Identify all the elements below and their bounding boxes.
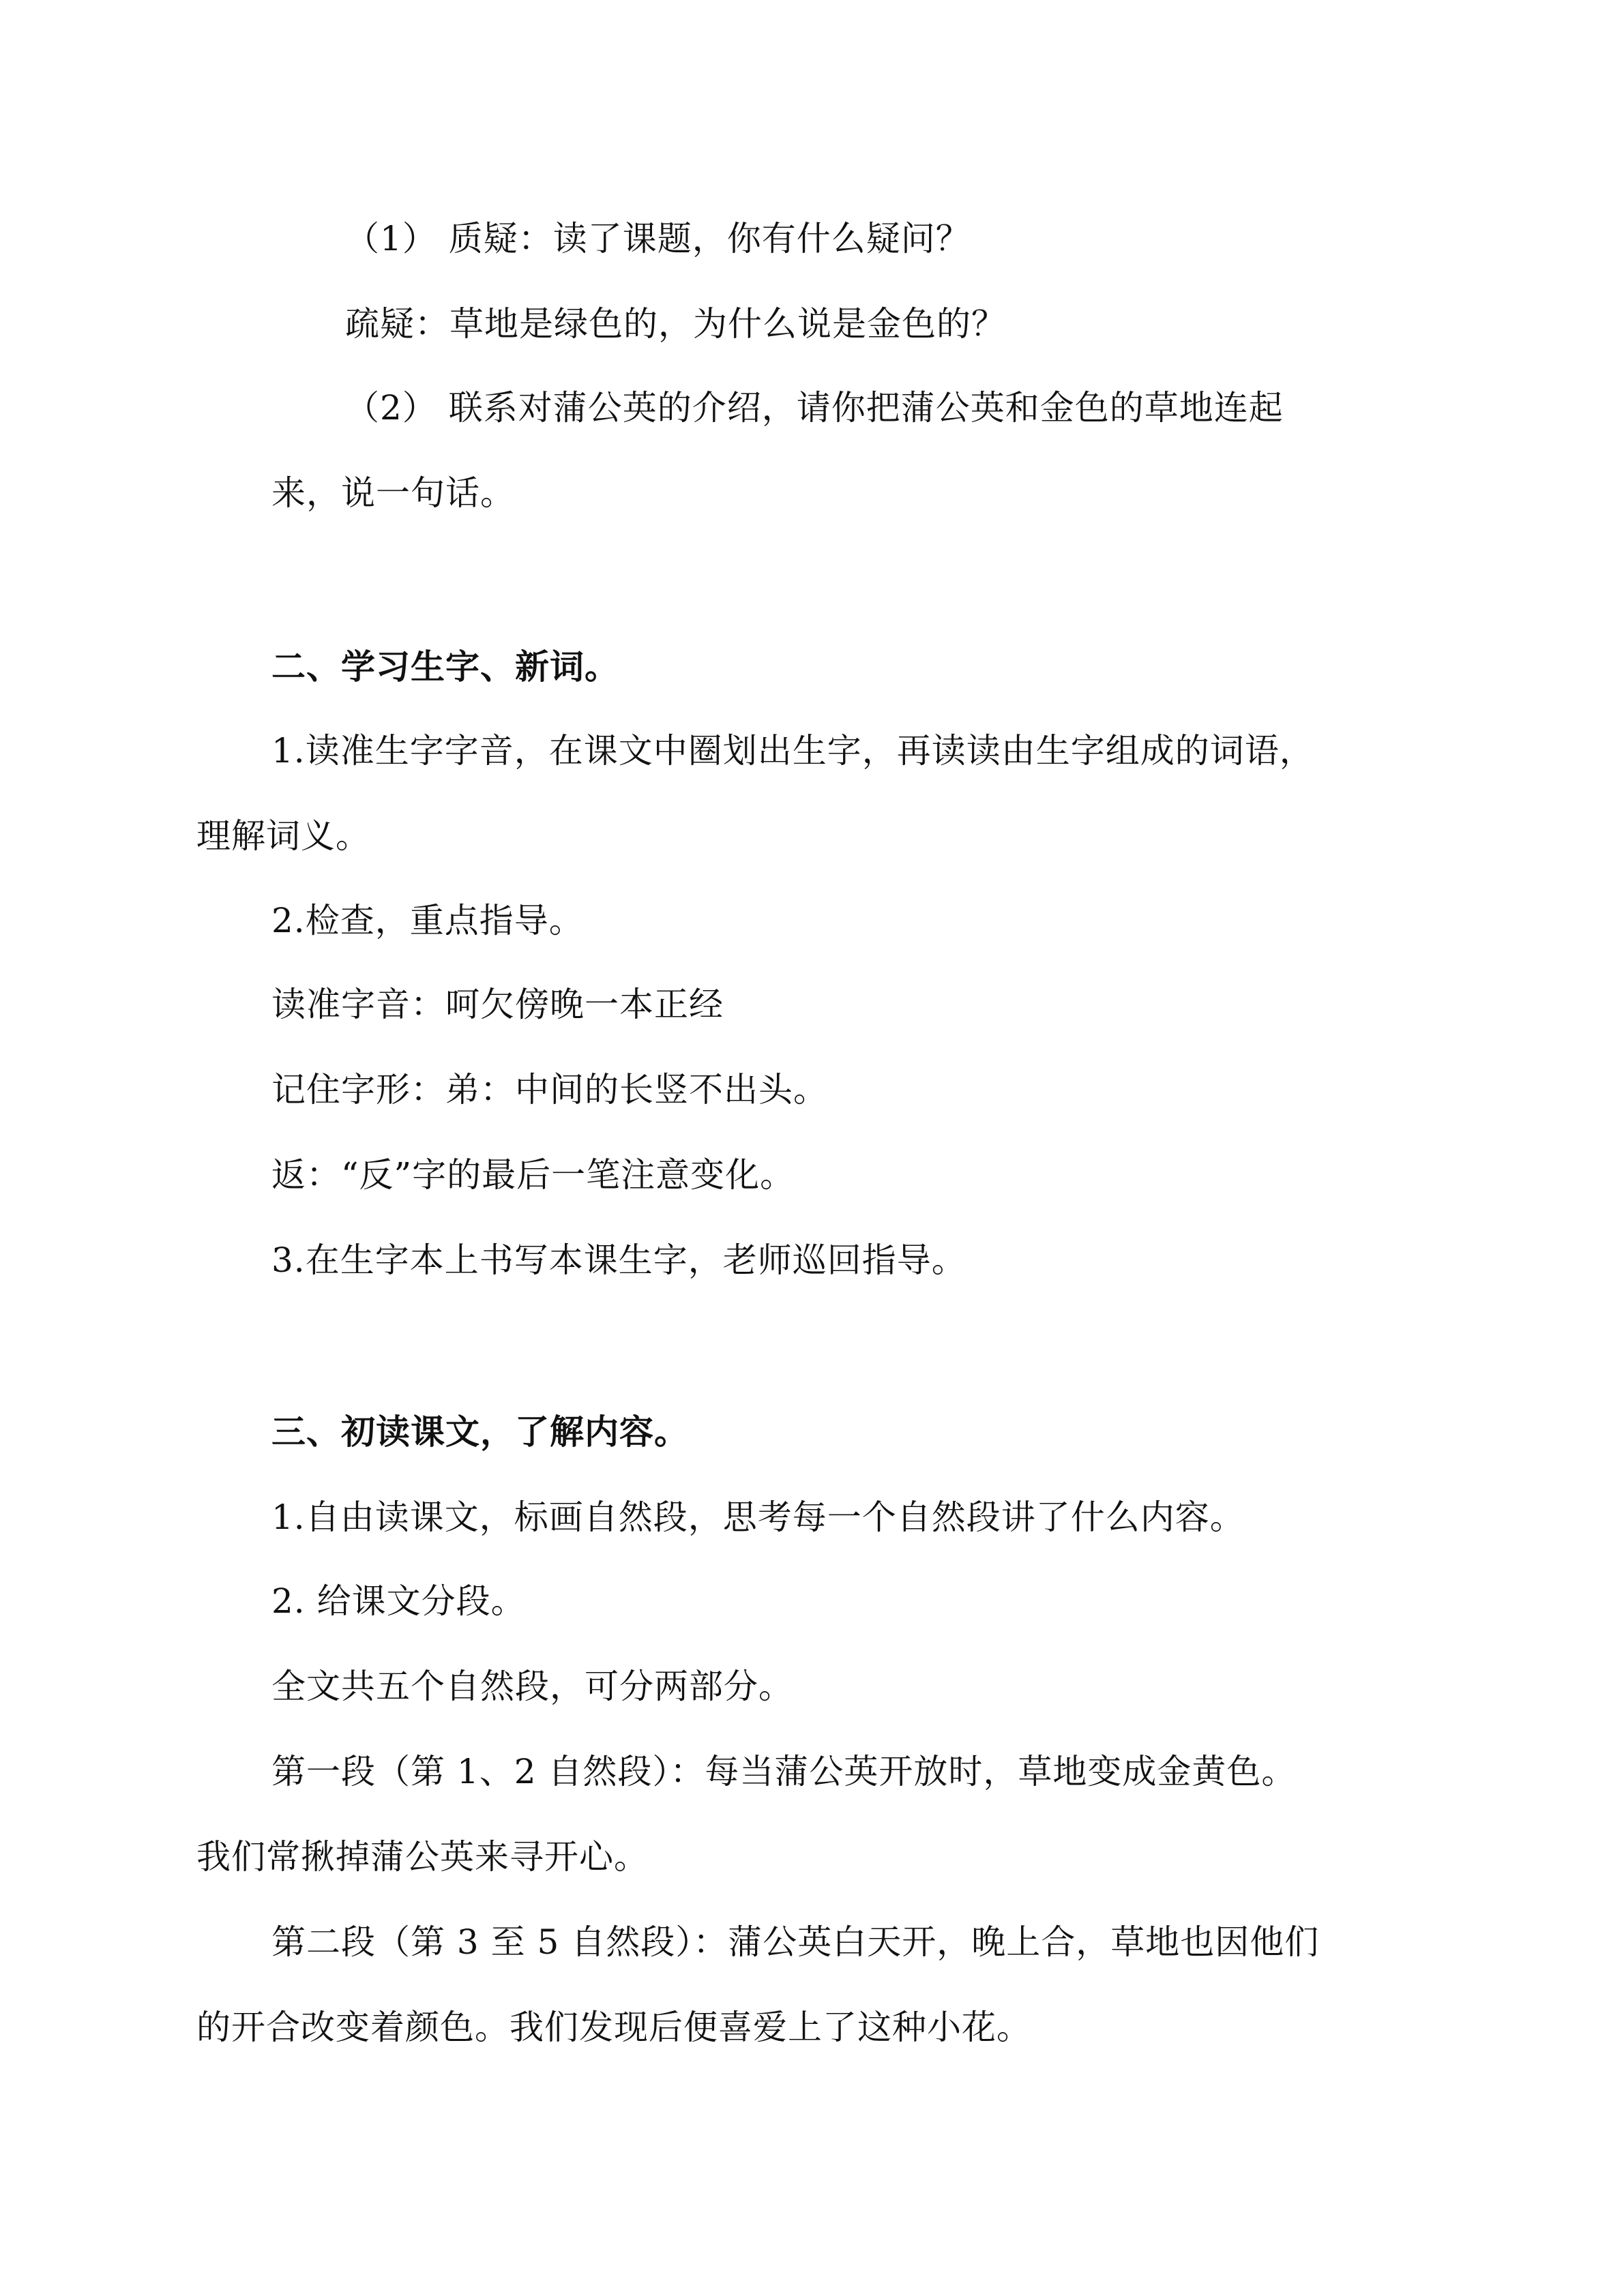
first-section-line: 第一段（第 1、2 自然段）：每当蒲公英开放时，草地变成金黄色。: [271, 1752, 1297, 1791]
question-2-line: （2） 联系对蒲公英的介绍，请你把蒲公英和金色的草地连起: [345, 388, 1284, 428]
question-2-continuation: 来，说一句话。: [271, 473, 515, 513]
reading-step-1-line: 1.自由读课文，标画自然段，思考每一个自然段讲了什么内容。: [271, 1497, 1245, 1537]
answer-line: 疏疑：草地是绿色的，为什么说是金色的？: [345, 304, 1006, 344]
second-section-continuation: 的开合改变着颜色。我们发现后便喜爱上了这种小花。: [196, 2008, 1031, 2047]
step-1-line: 1.读准生字字音，在课文中圈划出生字，再读读由生字组成的词语，: [271, 731, 1314, 771]
character-form-line: 记住字形：弟：中间的长竖不出头。: [271, 1070, 828, 1109]
step-3-line: 3.在生字本上书写本课生字，老师巡回指导。: [271, 1240, 966, 1280]
pronunciation-line: 读准字音：呵欠傍晚一本正经: [271, 985, 724, 1024]
question-1-line: （1） 质疑：读了课题，你有什么疑问？: [345, 219, 971, 258]
first-section-continuation: 我们常揪掉蒲公英来寻开心。: [196, 1837, 649, 1877]
second-section-line: 第二段（第 3 至 5 自然段）：蒲公英白天开，晚上合，草地也因他们: [271, 1922, 1320, 1962]
summary-line: 全文共五个自然段，可分两部分。: [271, 1667, 793, 1706]
reading-step-2-line: 2. 给课文分段。: [271, 1581, 526, 1621]
step-2-line: 2.检查，重点指导。: [271, 901, 584, 940]
section-heading-3: 三、初读课文，了解内容。: [271, 1412, 689, 1452]
section-heading-2: 二、学习生字、新词。: [271, 646, 619, 687]
character-note-line: 返：“反”字的最后一笔注意变化。: [271, 1155, 795, 1195]
step-1-continuation: 理解词义。: [196, 816, 370, 856]
